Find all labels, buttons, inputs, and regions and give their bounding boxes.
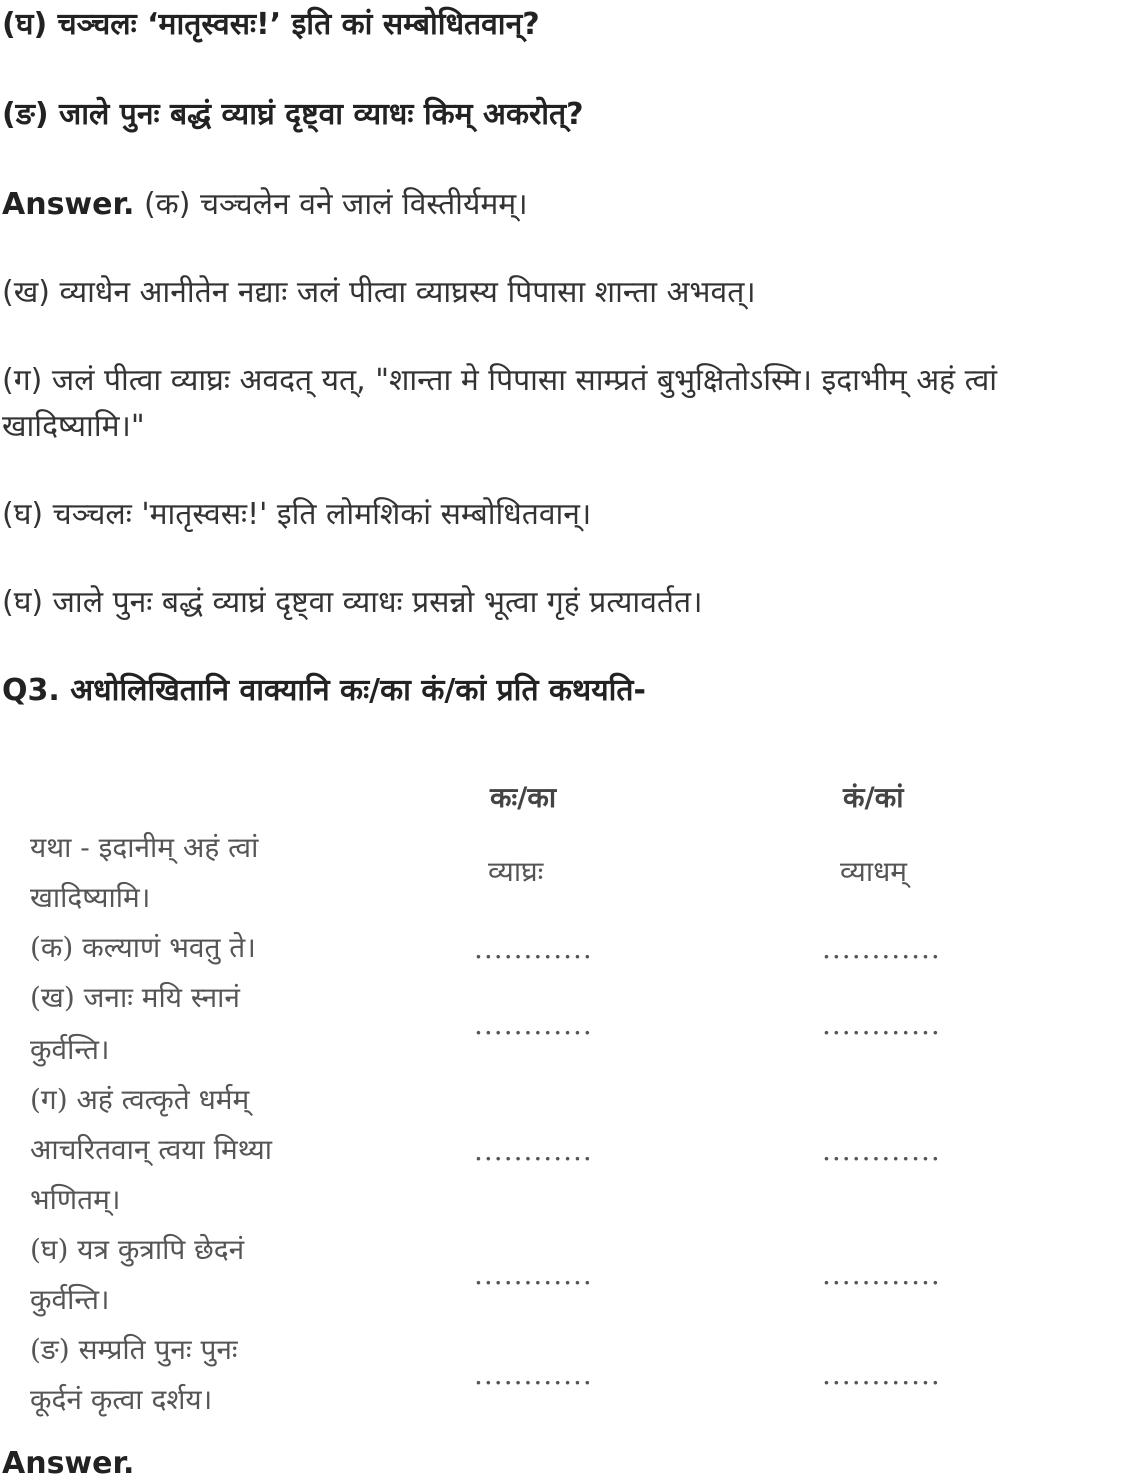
row-ga-line2: आचरितवान् त्वया मिथ्या [30, 1133, 272, 1166]
row-example-line1: यथा - इदानीम् अहं त्वां [30, 831, 259, 864]
q3-title: Q3. अधोलिखितानि वाक्यानि कः/का कं/कां प्रति कथयति- [2, 673, 646, 708]
row-nga-listener: ............ [822, 1358, 941, 1391]
row-ka-speaker: ............ [474, 932, 593, 965]
question-gha: (घ) चञ्चलः ‘मातृस्वसः!’ इति कां सम्बोधितवान्? [2, 7, 540, 42]
row-ka-listener: ............ [822, 932, 941, 965]
row-kha-line2: कुर्वन्ति। [30, 1033, 110, 1066]
row-example-line2: खादिष्यामि। [30, 881, 151, 914]
row-example-listener: व्याधम् [840, 855, 908, 888]
row-gha-line1: (घ) यत्र कुत्रापि छेदनं [30, 1233, 245, 1266]
row-gha-speaker: ............ [474, 1258, 593, 1291]
answer-ga-line1: (ग) जलं पीत्वा व्याघ्रः अवदत् यत्, "शान्ता मे पिपासा साम्प्रतं बुभुक्षितोऽस्मि। इदाभीम् अहं त्वां [2, 363, 998, 398]
answer-label: Answer. [2, 187, 135, 222]
row-nga-speaker: ............ [474, 1358, 593, 1391]
answer-kha: (ख) व्याधेन आनीतेन नद्याः जलं पीत्वा व्याघ्रस्य पिपासा शान्ता अभवत्। [2, 275, 756, 310]
answer-nga: (घ) जाले पुनः बद्धं व्याघ्रं दृष्ट्वा व्याधः प्रसन्नो भूत्वा गृहं प्रत्यावर्तत। [2, 585, 703, 620]
row-nga-line2: कूर्दनं कृत्वा दर्शय। [30, 1383, 213, 1416]
row-ga-listener: ............ [822, 1134, 941, 1167]
header-speaker: कः/का [490, 781, 557, 814]
header-listener: कं/कां [843, 781, 904, 814]
row-example-speaker: व्याघ्रः [488, 855, 544, 888]
question-nga: (ङ) जाले पुनः बद्धं व्याघ्रं दृष्ट्वा व्याधः किम् अकरोत्? [2, 97, 584, 132]
row-ka-line1: (क) कल्याणं भवतु ते। [30, 931, 256, 964]
row-nga-line1: (ङ) सम्प्रति पुनः पुनः [30, 1333, 238, 1366]
row-ga-speaker: ............ [474, 1134, 593, 1167]
row-ga-line3: भणितम्। [30, 1183, 121, 1216]
row-ga-line1: (ग) अहं त्वत्कृते धर्मम् [30, 1083, 250, 1116]
row-gha-listener: ............ [822, 1258, 941, 1291]
answer-gha: (घ) चञ्चलः 'मातृस्वसः!' इति लोमशिकां सम्बोधितवान्। [2, 497, 592, 532]
answer-ka: (क) चञ्चलेन वने जालं विस्तीर्यमम्। [143, 187, 528, 222]
row-kha-speaker: ............ [474, 1008, 593, 1041]
answer-ka-line [2, 182, 528, 223]
answer-ga-line2: खादिष्यामि।" [2, 409, 145, 444]
row-kha-listener: ............ [822, 1008, 941, 1041]
row-gha-line2: कुर्वन्ति। [30, 1283, 110, 1316]
row-kha-line1: (ख) जनाः मयि स्नानं [30, 981, 240, 1014]
answer-footer-label: Answer. [2, 1446, 135, 1481]
